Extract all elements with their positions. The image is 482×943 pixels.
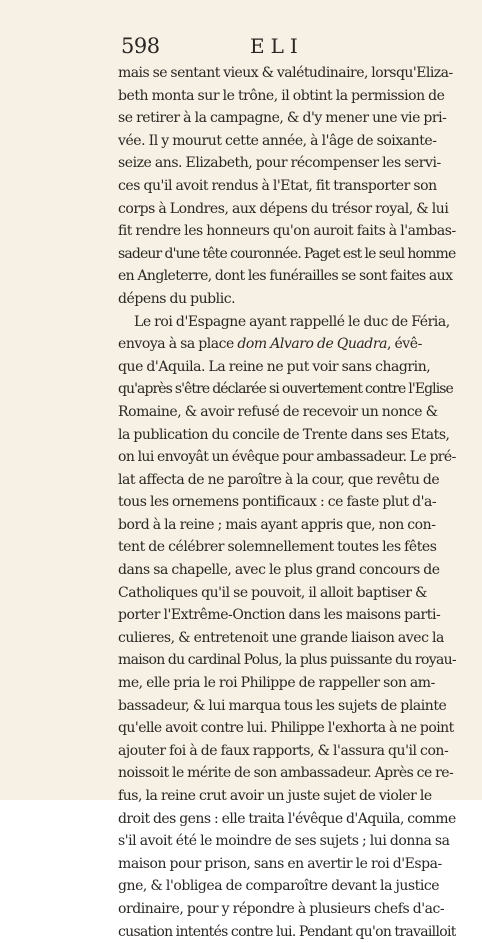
text-segment: vée. Il y mourut cette année, à l'âge de soixante- [118, 132, 437, 149]
running-head: ELI [250, 34, 304, 58]
text-segment: me, elle pria le roi Philippe de rappeller son am- [118, 675, 435, 692]
text-segment: qu'après s'être déclarée si ouvertement contre l'Eglise [118, 381, 453, 398]
text-segment: porter l'Extrême-Onction dans les maisons parti- [118, 607, 441, 624]
text-segment: se retirer à la campagne, & d'y mener une vie pri- [118, 110, 447, 127]
text-line [118, 491, 456, 514]
text-segment: tent de célébrer solemnellement toutes les fêtes [118, 539, 437, 556]
text-segment: s'il avoit été le moindre de ses sujets ; lui donna sa [118, 833, 450, 850]
text-segment: Catholiques qu'il se pouvoit, il alloit baptiser & [118, 584, 428, 601]
text-line [118, 536, 456, 559]
page-number: 598 [121, 34, 160, 58]
text-line [118, 875, 456, 898]
text-line [118, 333, 456, 356]
text-line [118, 582, 456, 605]
text-line [118, 898, 456, 921]
text-line [118, 85, 456, 108]
text-segment: Le roi d'Espagne ayant rappellé le duc de Féria, [134, 313, 450, 330]
text-segment: bord à la reine ; mais ayant appris que, non con- [118, 516, 436, 533]
text-segment: fus, la reine crut avoir un juste sujet de violer le [118, 788, 432, 804]
text-segment: , évê- [386, 336, 422, 353]
text-segment: dans sa chapelle, avec le plus grand concours de [118, 562, 440, 579]
text-line [118, 740, 456, 763]
text-segment: tous les ornemens pontificaux : ce faste plut d'a- [118, 494, 437, 511]
text-line [118, 627, 456, 650]
text-segment: on lui envoyât un évêque pour ambassadeur. Le pré- [118, 449, 456, 466]
text-segment: sadeur d'une tête couronnée. Paget est le seul homme [118, 245, 456, 262]
text-line [118, 152, 456, 175]
text-line [118, 424, 456, 447]
text-line [118, 830, 456, 853]
text-line [118, 220, 456, 243]
text-line [118, 649, 456, 672]
text-line [118, 604, 456, 627]
text-line [118, 243, 456, 266]
text-line [118, 401, 456, 424]
text-segment: que d'Aquila. La reine ne put voir sans chagrin, [118, 358, 431, 375]
text-line [118, 130, 456, 153]
text-line [118, 785, 456, 808]
text-line [118, 198, 456, 221]
text-segment: la publication du concile de Trente dans ses Etats, [118, 426, 450, 443]
text-line [118, 921, 456, 943]
text-segment: bassadeur, & lui marqua tous les sujets de plainte [118, 697, 447, 714]
text-segment: qu'elle avoit contre lui. Philippe l'exhorta à ne point [118, 720, 454, 737]
text-segment: ordinaire, pour y répondre à plusieurs chefs d'ac- [118, 900, 445, 917]
text-line [118, 559, 456, 582]
text-segment: corps à Londres, aux dépens du trésor royal, & lui [118, 200, 449, 217]
page-header [0, 34, 482, 62]
text-segment: fit rendre les honneurs qu'on auroit faits à l'ambas- [118, 223, 456, 240]
text-line [118, 378, 456, 401]
text-segment: noissoit le mérite de son ambassadeur. Après ce re- [118, 765, 454, 782]
text-segment: ces qu'il avoit rendus à l'Etat, fit transporter son [118, 177, 437, 194]
text-line [118, 62, 456, 85]
text-segment: beth monta sur le trône, il obtint la permission de [118, 87, 445, 104]
text-segment: cusation intentés contre lui. Pendant qu'on travailloit [118, 923, 456, 940]
text-line [118, 469, 456, 492]
text-segment: culieres, & entretenoit une grande liaison avec la [118, 629, 444, 646]
text-line [118, 695, 456, 718]
text-line [118, 853, 456, 876]
text-line [118, 446, 456, 469]
text-segment: dépens du public. [118, 290, 236, 307]
text-line [118, 514, 456, 537]
text-line [118, 107, 456, 130]
text-line [118, 717, 456, 740]
text-segment: envoya à sa place [118, 336, 238, 353]
text-segment: Romaine, & avoir refusé de recevoir un nonce & [118, 403, 438, 420]
text-line [118, 808, 456, 831]
text-segment: lat affecta de ne paroître à la cour, que revêtu de [118, 471, 440, 488]
text-line [118, 672, 456, 695]
text-segment: gne, & l'obligea de comparoître devant la justice [118, 878, 440, 895]
text-line [118, 762, 456, 785]
text-line [118, 265, 456, 288]
text-segment: maison du cardinal Polus, la plus puissante du royau- [118, 652, 456, 669]
text-line [118, 175, 456, 198]
text-segment: maison pour prison, sans en avertir le roi d'Espa- [118, 855, 442, 872]
text-segment: mais se sentant vieux & valétudinaire, lorsqu'Eliza- [118, 65, 453, 81]
text-line [118, 311, 456, 334]
text-segment: ajouter foi à de faux rapports, & l'assura qu'il con- [118, 742, 449, 759]
text-segment: dom Alvaro de Quadra [237, 336, 387, 353]
text-line [118, 356, 456, 379]
body-text [118, 62, 456, 943]
text-segment: seize ans. Elizabeth, pour récompenser les servi- [118, 155, 441, 172]
text-segment: en Angleterre, dont les funérailles se sont faites aux [118, 268, 453, 285]
text-line [118, 288, 456, 311]
text-segment: droit des gens : elle traita l'évêque d'Aquila, comme [118, 810, 456, 827]
